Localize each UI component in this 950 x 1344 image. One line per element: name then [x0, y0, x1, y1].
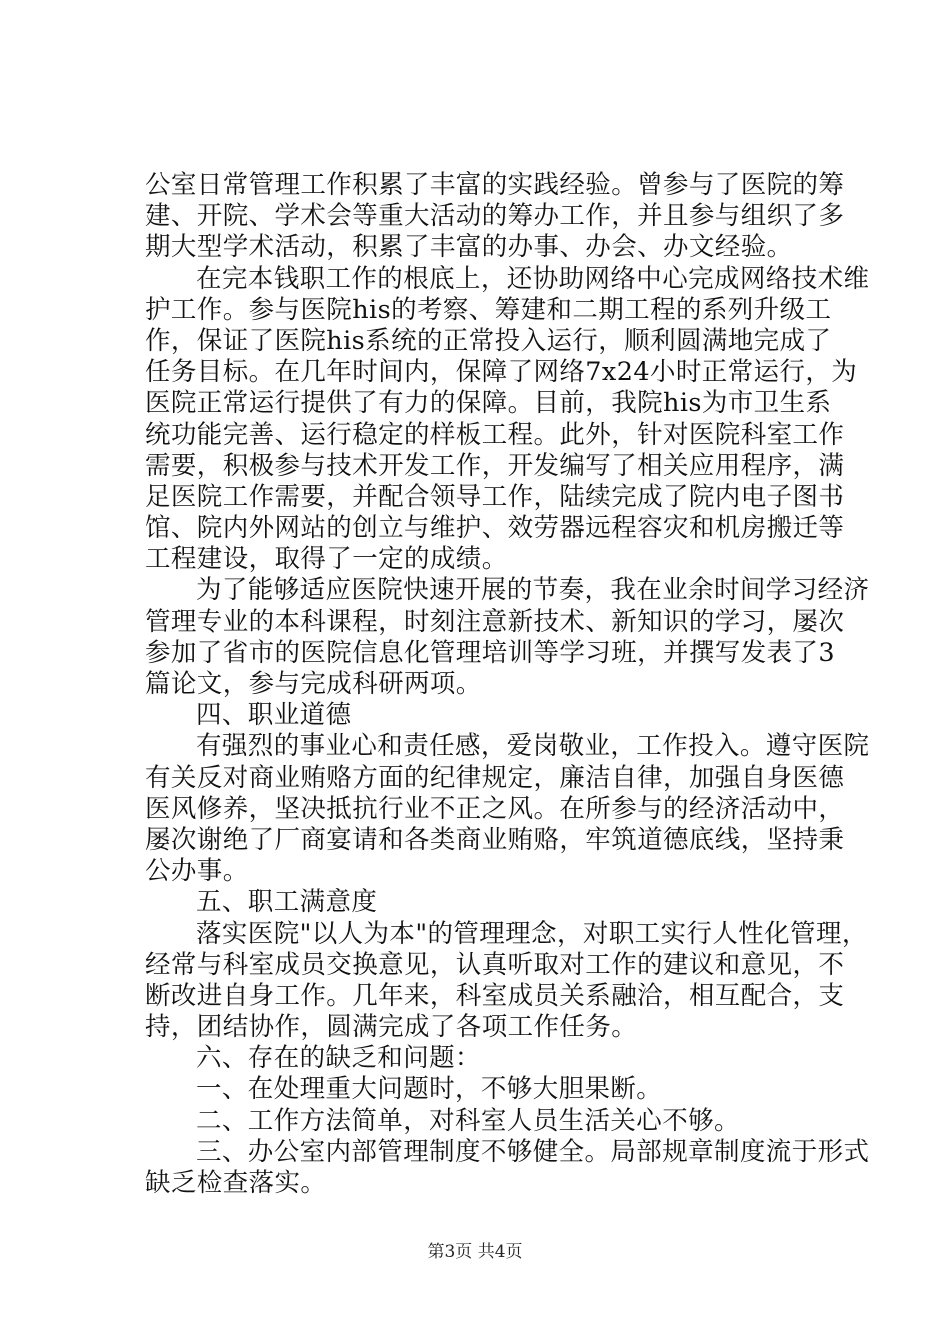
list-item: 二、工作方法简单，对科室人员生活关心不够。 [196, 1105, 740, 1136]
list-item: 三、办公室内部管理制度不够健全。局部规章制度流于形式 [196, 1136, 870, 1167]
text-line: 参加了省市的医院信息化管理培训等学习班，并撰写发表了3 [145, 637, 836, 668]
text-line: 工程建设，取得了一定的成绩。 [145, 544, 508, 575]
section-heading: 四、职业道德 [196, 700, 352, 731]
text-line: 建、开院、学术会等重大活动的筹办工作，并且参与组织了多 [145, 201, 845, 232]
text-line: 医风修养，坚决抵抗行业不正之风。在所参与的经济活动中， [145, 793, 845, 824]
text-line: 公室日常管理工作积累了丰富的实践经验。曾参与了医院的筹 [145, 170, 845, 200]
body-text [145, 170, 870, 1199]
text-line: 在完本钱职工作的根底上，还协助网络中心完成网络技术维 [196, 263, 870, 294]
text-line: 篇论文，参与完成科研两项。 [145, 669, 482, 699]
text-line: 足医院工作需要，并配合领导工作，陆续完成了院内电子图书 [145, 481, 845, 512]
text-line: 为了能够适应医院快速开展的节奏，我在业余时间学习经济 [196, 575, 870, 606]
section-heading: 六、存在的缺乏和问题： [196, 1043, 481, 1074]
text-line: 断改进自身工作。几年来，科室成员关系融洽，相互配合，支 [145, 980, 845, 1011]
text-line: 有强烈的事业心和责任感，爱岗敬业，工作投入。遵守医院 [196, 731, 870, 762]
list-item: 一、在处理重大问题时，不够大胆果断。 [196, 1074, 663, 1105]
text-line: 屡次谢绝了厂商宴请和各类商业贿赂，牢筑道德底线，坚持秉 [145, 824, 845, 855]
text-line: 护工作。参与医院his的考察、筹建和二期工程的系列升级工 [145, 294, 832, 325]
text-line: 期大型学术活动，积累了丰富的办事、办会、办文经验。 [145, 232, 793, 263]
text-line: 馆、院内外网站的创立与维护、效劳器远程容灾和机房搬迁等 [145, 513, 845, 544]
text-line: 缺乏检查落实。 [145, 1168, 327, 1198]
text-line: 医院正常运行提供了有力的保障。目前，我院his为市卫生系 [145, 388, 832, 419]
text-line: 持，团结协作，圆满完成了各项工作任务。 [145, 1012, 638, 1043]
text-line: 公办事。 [145, 856, 249, 887]
text-line: 经常与科室成员交换意见，认真听取对工作的建议和意见，不 [145, 949, 845, 980]
text-line: 管理专业的本科课程，时刻注意新技术、新知识的学习，屡次 [145, 606, 845, 637]
text-line: 作，保证了医院his系统的正常投入运行，顺利圆满地完成了 [145, 325, 832, 356]
text-line: 统功能完善、运行稳定的样板工程。此外，针对医院科室工作 [145, 419, 845, 450]
section-heading: 五、职工满意度 [196, 887, 378, 918]
text-line: 有关反对商业贿赂方面的纪律规定，廉洁自律，加强自身医德 [145, 762, 845, 793]
text-line: 落实医院"以人为本"的管理理念，对职工实行人性化管理， [196, 918, 868, 949]
text-line: 需要，积极参与技术开发工作，开发编写了相关应用程序，满 [145, 450, 845, 481]
text-line: 任务目标。在几年时间内，保障了网络7x24小时正常运行，为 [145, 357, 858, 388]
page-footer: 第3页 共4页 [427, 1242, 523, 1262]
